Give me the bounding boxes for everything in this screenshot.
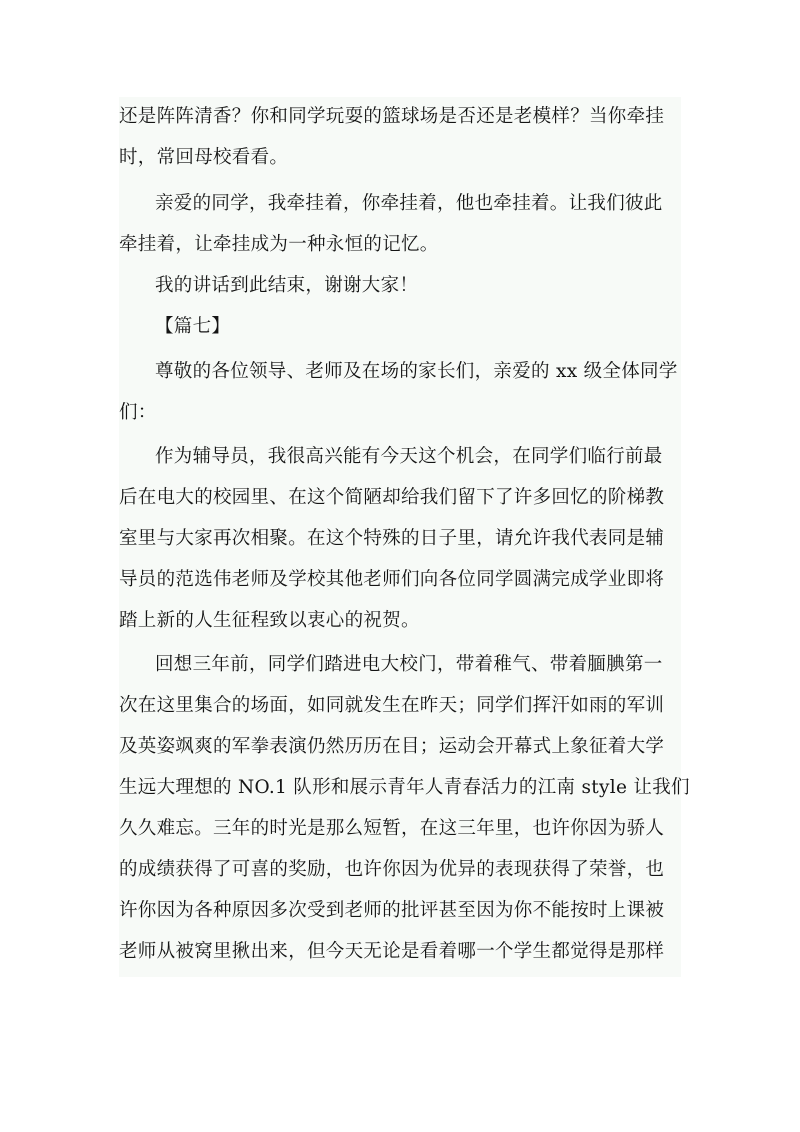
text-line: 及英姿飒爽的军拳表演仍然历历在目；运动会开幕式上象征着大学 — [119, 736, 665, 757]
text-line: 老师从被窝里揪出来，但今天无论是看着哪一个学生都觉得是那样 — [119, 941, 665, 962]
text-line: 许你因为各种原因多次受到老师的批评甚至因为你不能按时上课被 — [119, 900, 665, 921]
text-line: 还是阵阵清香？你和同学玩耍的篮球场是否还是老模样？当你牵挂 — [119, 106, 665, 127]
text-line: 后在电大的校园里、在这个简陋却给我们留下了许多回忆的阶梯教 — [119, 487, 665, 508]
text-line: 尊敬的各位领导、老师及在场的家长们，亲爱的 xx 级全体同学 — [155, 361, 678, 382]
text-line: 的成绩获得了可喜的奖励，也许你因为优异的表现获得了荣誉，也 — [119, 859, 665, 880]
text-line: 回想三年前，同学们踏进电大校门，带着稚气、带着腼腆第一 — [155, 654, 663, 675]
text-line: 亲爱的同学，我牵挂着，你牵挂着，他也牵挂着。让我们彼此 — [155, 193, 663, 214]
text-line: 时，常回母校看看。 — [119, 147, 289, 168]
text-block — [119, 97, 690, 977]
text-line: 生远大理想的 NO.1 队形和展示青年人青春活力的江南 style 让我们 — [119, 777, 690, 798]
text-line: 踏上新的人生征程致以衷心的祝贺。 — [119, 610, 420, 631]
section-heading: 【篇七】 — [155, 316, 231, 337]
text-line: 牵挂着，让牵挂成为一种永恒的记忆。 — [119, 234, 439, 255]
text-line: 久久难忘。三年的时光是那么短暂，在这三年里，也许你因为骄人 — [119, 818, 665, 839]
text-line: 我的讲话到此结束，谢谢大家！ — [155, 275, 419, 296]
text-line: 室里与大家再次相聚。在这个特殊的日子里，请允许我代表同是辅 — [119, 528, 665, 549]
text-line: 次在这里集合的场面，如同就发生在昨天；同学们挥汗如雨的军训 — [119, 695, 665, 716]
text-line: 们： — [119, 402, 157, 423]
text-line: 作为辅导员，我很高兴能有今天这个机会，在同学们临行前最 — [155, 446, 663, 467]
text-line: 导员的范选伟老师及学校其他老师们向各位同学圆满完成学业即将 — [119, 569, 665, 590]
